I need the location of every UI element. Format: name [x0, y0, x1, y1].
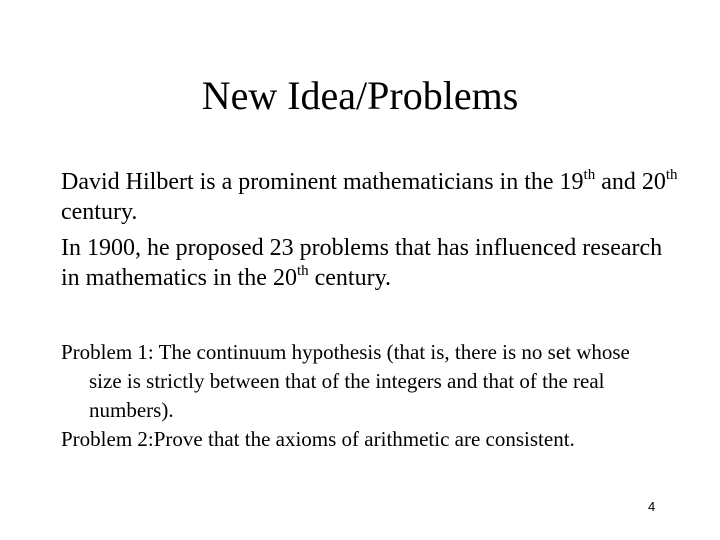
superscript-th: th [583, 167, 596, 183]
paragraph-hilbert-text-a: David Hilbert is a prominent mathematicians in the 19 [61, 169, 584, 195]
intro-text [61, 167, 681, 299]
slide-title: New Idea/Problems [201, 73, 519, 118]
superscript-th: th [665, 167, 678, 183]
paragraph-hilbert-text-c: century. [61, 199, 138, 225]
paragraph-problems-text-b: century. [308, 265, 392, 291]
paragraph-hilbert [61, 167, 681, 227]
problem-2: Problem 2:Prove that the axioms of arithmetic are consistent. [61, 427, 575, 451]
problem-list [61, 338, 661, 454]
page-number: 4 [648, 499, 656, 514]
problem-1: Problem 1: The continuum hypothesis (that is, there is no set whose size is strictly between that of the integers and that of the real numbers). [61, 340, 630, 422]
paragraph-hilbert-text-b: and 20 [595, 169, 666, 195]
paragraph-problems-1900 [61, 233, 681, 293]
superscript-th: th [296, 263, 309, 279]
paragraph-problems-text-a: In 1900, he proposed 23 problems that has influenced research in mathematics in the 20 [61, 235, 663, 291]
